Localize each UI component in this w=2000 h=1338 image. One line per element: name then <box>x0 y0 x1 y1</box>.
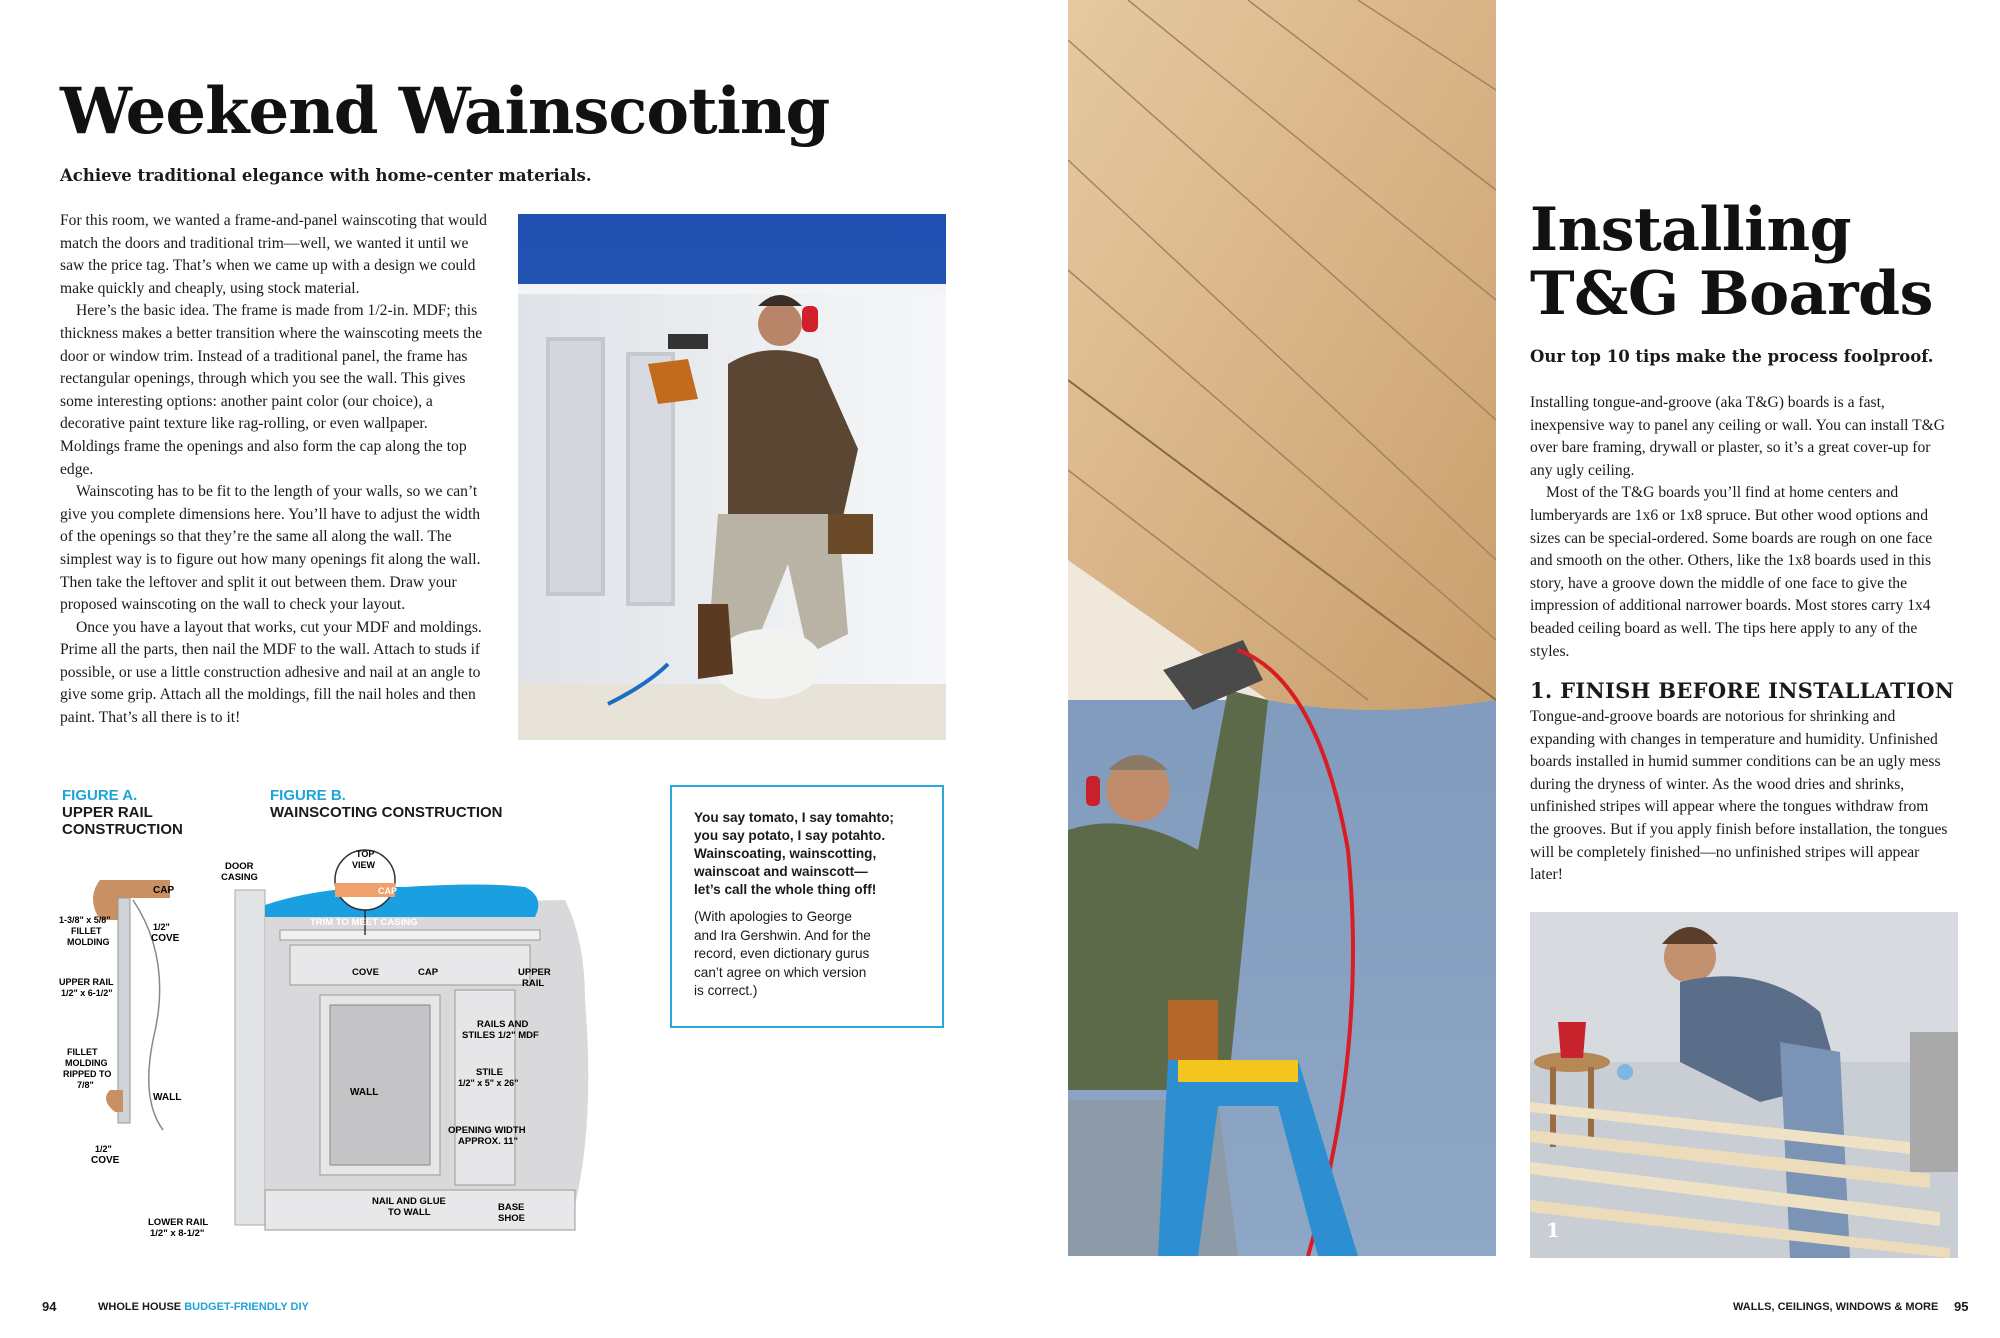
callout-note-line: can’t agree on which version <box>694 964 867 980</box>
fig-b-label: BASE <box>498 1202 525 1213</box>
fig-b-label: APPROX. 11" <box>458 1136 518 1147</box>
fig-b-label: UPPER <box>518 967 551 978</box>
callout-quote <box>694 809 920 899</box>
fig-a-label: COVE <box>151 933 180 944</box>
footer-right: WALLS, CEILINGS, WINDOWS & MORE <box>1733 1301 1939 1313</box>
ceiling-install-photo <box>1068 0 1496 1256</box>
paragraph: Once you have a layout that works, cut your MDF and moldings. Prime all the parts, then nail the MDF to the wall. Attach to studs if possible, or use a little construction adhesive and nail at an angle to give some grip. Attach all the moldings, fill the nail holes and then paint. That’s all there is to it! <box>60 618 482 727</box>
fig-b-label: TRIM TO MEET CASING <box>310 917 418 928</box>
tip-1-heading: 1. FINISH BEFORE INSTALLATION <box>1530 678 1955 703</box>
figure-a-title-line2: CONSTRUCTION <box>62 821 183 838</box>
callout-note <box>694 908 920 1001</box>
fig-a-label: FILLET <box>71 926 102 936</box>
page-number-left: 94 <box>42 1299 57 1314</box>
figure-b-title: WAINSCOTING CONSTRUCTION <box>270 804 503 821</box>
man-installing-wainscoting-image <box>518 214 946 740</box>
fig-a-label: RIPPED TO <box>63 1069 112 1079</box>
fig-b-label: RAIL <box>522 978 545 989</box>
fig-b-label: TO WALL <box>388 1207 431 1218</box>
fig-a-label: MOLDING <box>65 1058 108 1068</box>
callout-line: You say tomato, I say tomahto; <box>694 810 894 825</box>
photo-number: 1 <box>1546 1218 1560 1242</box>
article-body-right <box>1530 392 1950 663</box>
paragraph: Installing tongue-and-groove (aka T&G) boards is a fast, inexpensive way to panel any ceiling or wall. You can install T&G over bare framing, drywall or plaster, so it’s a great cover-up for any ugly ceiling. <box>1530 394 1946 479</box>
callout-line: wainscoat and wainscott— <box>694 864 868 879</box>
callout-note-line: is correct.) <box>694 983 758 998</box>
fig-b-label: STILES 1/2" MDF <box>462 1030 539 1041</box>
article-body-left <box>60 210 490 730</box>
page-number-right: 95 <box>1954 1299 1969 1314</box>
fig-b-label: DOOR <box>225 861 254 872</box>
fig-b-label: WALL <box>350 1087 379 1098</box>
figure-a-caption <box>62 787 183 838</box>
callout-note-line: and Ira Gershwin. And for the <box>694 927 871 943</box>
fig-a-label: WALL <box>153 1092 182 1103</box>
fig-a-label-cap: CAP <box>153 885 175 896</box>
fig-a-label: UPPER RAIL <box>59 977 114 987</box>
callout-line: you say potato, I say potahto. <box>694 828 886 843</box>
figure-b-diagram <box>140 845 645 1260</box>
fig-b-label: OPENING WIDTH <box>448 1125 526 1136</box>
fig-a-label: 1/2" <box>153 922 170 932</box>
title-line-2: T&G Boards <box>1530 259 1933 329</box>
paragraph: For this room, we wanted a frame-and-panel wainscoting that would match the doors and traditional trim—well, we wanted it until we saw the price tag. That’s when we came up with a design we could make quickly and cheaply, using stock material. <box>60 212 487 297</box>
tip-1-body <box>1530 706 1950 887</box>
paragraph: Wainscoting has to be fit to the length of your walls, so we can’t give you complete dimensions here. You’ll have to adjust the width of the openings so that they’re the same all along the wall. The simplest way is to figure out how many openings fit along the wall. Then take the leftover and split it out between them. Draw your proposed wainscoting on the wall to check your layout. <box>60 483 481 614</box>
fig-a-label: MOLDING <box>67 937 110 947</box>
page-title-left: Weekend Wainscoting <box>60 74 830 149</box>
figure-a-title-line1: UPPER RAIL <box>62 804 153 821</box>
deck-left: Achieve traditional elegance with home-center materials. <box>60 166 592 185</box>
title-line-1: Installing <box>1530 195 1852 265</box>
fig-b-label: CAP <box>418 967 439 978</box>
figure-a-tag: FIGURE A. <box>62 787 138 804</box>
fig-b-label: CASING <box>221 872 258 883</box>
footer-section-b: BUDGET-FRIENDLY DIY <box>184 1301 309 1313</box>
figure-b-caption <box>270 787 503 821</box>
figure-b-tag: FIGURE B. <box>270 787 346 804</box>
man-nailing-ceiling-boards-image <box>1068 0 1496 1256</box>
man-finishing-boards-image <box>1530 912 1958 1258</box>
callout-line: let’s call the whole thing off! <box>694 882 877 897</box>
fig-b-label: LOWER RAIL <box>148 1217 209 1228</box>
paragraph: Most of the T&G boards you’ll find at home centers and lumberyards are 1x6 or 1x8 spruce. But other wood options and sizes can be special-ordered. Some boards are rough on one face and smooth on the other. Others, like the 1x8 boards used in this story, have a groove down the middle of one face to give the impression of additional narrower boards. Most stores carry 1x4 beaded ceiling board as well. The tips here apply to any of the styles. <box>1530 484 1933 660</box>
callout-box <box>670 785 944 1028</box>
fig-b-label: COVE <box>352 967 379 978</box>
finishing-boards-photo <box>1530 912 1958 1258</box>
paragraph: Here’s the basic idea. The frame is made from 1/2-in. MDF; this thickness makes a better transition where the wainscoting meets the door or window trim. Instead of a traditional panel, the frame has rectangular openings, through which you see the wall. This gives some interesting options: another paint color (our choice), a decorative paint texture like rag-rolling, or even wallpaper. Moldings frame the openings and also form the cap along the top edge. <box>60 302 483 478</box>
fig-a-label: FILLET <box>67 1047 98 1057</box>
footer-left <box>98 1301 309 1313</box>
fig-a-label: 7/8" <box>77 1080 94 1090</box>
fig-b-label: 1/2" x 8-1/2" <box>150 1228 205 1239</box>
fig-b-label: SHOE <box>498 1213 525 1224</box>
page-title-right <box>1530 195 1933 329</box>
fig-a-label: 1-3/8" x 5/8" <box>59 915 111 925</box>
fig-a-label: COVE <box>91 1155 120 1166</box>
callout-line: Wainscoating, wainscotting, <box>694 846 877 861</box>
callout-note-line: record, even dictionary gurus <box>694 946 870 961</box>
fig-b-label: RAILS AND <box>477 1019 529 1030</box>
wainscoting-photo <box>518 214 946 740</box>
fig-b-label: 1/2" x 5" x 26" <box>458 1078 519 1088</box>
fig-b-label: VIEW <box>352 860 376 870</box>
deck-right: Our top 10 tips make the process foolproof. <box>1530 347 1934 366</box>
fig-b-label: STILE <box>476 1067 503 1078</box>
fig-b-label: NAIL AND GLUE <box>372 1196 446 1207</box>
fig-a-label: 1/2" <box>95 1144 112 1154</box>
fig-a-label: 1/2" x 6-1/2" <box>61 988 113 998</box>
callout-note-line: (With apologies to George <box>694 909 852 924</box>
paragraph: Tongue-and-groove boards are notorious for shrinking and expanding with changes in temperature and humidity. Unfinished boards installed in humid summer conditions can be an ugly mess during the dryness of winter. As the wood dries and shrinks, unfinished stripes will appear where the tongues withdraw from the grooves. But if you apply finish before installation, the tongues will be completely finished—no unfinished stripes will appear later! <box>1530 708 1948 884</box>
fig-b-label: TOP <box>356 849 375 859</box>
fig-b-label: CAP <box>378 886 398 896</box>
footer-section-a: WHOLE HOUSE <box>98 1301 182 1313</box>
